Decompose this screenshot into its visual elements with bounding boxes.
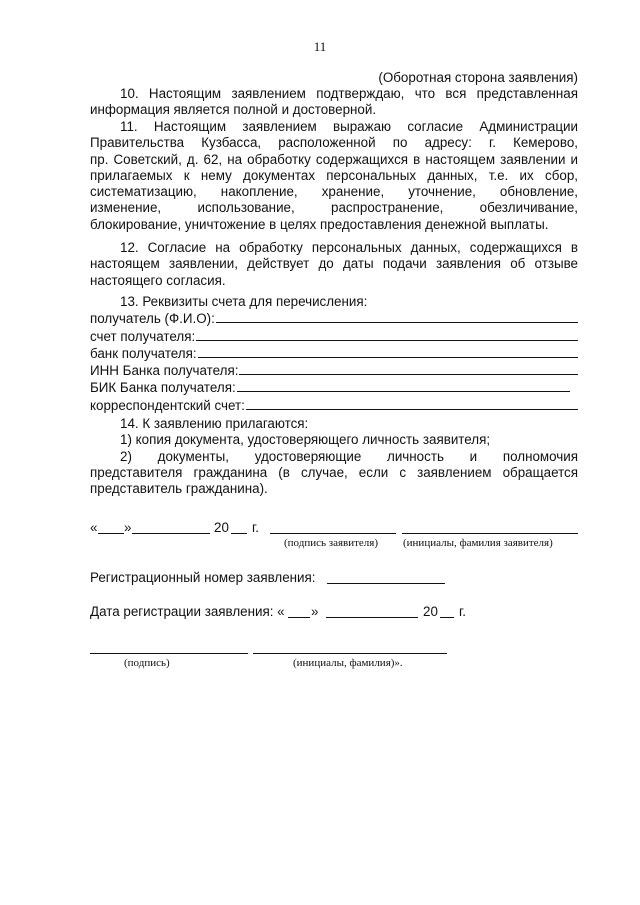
paragraph-11 [90,119,578,233]
registrar-signature-line[interactable] [90,653,248,654]
registration-date-label: Дата регистрации заявления: « [90,604,285,619]
date-open-quote: « [90,520,98,535]
year-suffix: г. [252,520,259,535]
registration-close-quote: » [311,604,319,619]
field-blank-line[interactable] [216,310,578,323]
field-recipient-name [90,310,578,327]
registration-year-prefix: 20 [423,604,438,619]
paragraph-12 [90,240,578,289]
field-bank-inn [90,362,578,379]
date-close-quote: » [124,520,132,535]
text-line: систематизацию, накопление, хранение, уточнение, обновление, [90,184,578,200]
field-label: счет получателя: [90,328,196,344]
field-blank-line[interactable] [198,345,578,358]
field-blank-line[interactable] [237,379,570,392]
text-line: блокирование, уничтожение в целях предоставления денежной выплаты. [90,216,549,232]
field-label: корреспондентский счет: [90,397,245,413]
month-blank-line[interactable] [132,533,210,534]
field-correspondent-account [90,397,578,414]
attachment-item-1: 1) копия документа, удостоверяющего личность заявителя; [120,432,491,448]
field-recipient-bank [90,345,578,362]
registration-year-line[interactable] [440,617,454,618]
registration-number-label: Регистрационный номер заявления: [90,570,316,585]
day-blank-line[interactable] [98,533,124,534]
paragraph-10 [90,86,578,119]
section-heading: 13. Реквизиты счета для перечисления: [120,294,368,309]
text-line: информация является полной и достоверной. [90,102,377,118]
field-label: получатель (Ф.И.О): [90,311,215,327]
text-line: 10. Настоящим заявлением подтверждаю, что вся представленная [120,86,578,101]
text-line: изменение, использование, распространение, обезличивание, [90,200,578,216]
registrar-signature-caption: (подпись) [124,657,170,669]
text-line: настоящем заявлении, действует до даты подачи заявления об отзыве [90,256,578,272]
paragraph-14 [90,416,578,497]
applicant-signature-line[interactable] [270,533,396,534]
text-line: 12. Согласие на обработку персональных данных, содержащихся в [120,240,578,255]
applicant-signature-caption: (подпись заявителя) [284,537,379,549]
text-line: 2) документы, удостоверяющие личность и полномочия [120,448,578,464]
field-bank-bik [90,379,578,396]
field-blank-line[interactable] [196,328,578,341]
field-label: БИК Банка получателя: [90,380,236,396]
registrar-name-line[interactable] [253,653,447,654]
text-line: представителя гражданина (в случае, если с заявлением обращается [90,464,578,480]
registration-year-suffix: г. [459,604,466,619]
field-blank-line[interactable] [246,397,578,410]
field-blank-line[interactable] [239,362,578,375]
header-note: (Оборотная сторона заявления) [378,70,578,85]
text-line: прилагаемых к нему документах персональных данных, т.е. их сбор, [90,167,578,183]
applicant-name-caption: (инициалы, фамилия заявителя) [403,537,553,549]
registration-month-line[interactable] [326,617,418,618]
year-blank-line[interactable] [231,533,247,534]
field-label: банк получателя: [90,345,197,361]
registration-day-line[interactable] [288,617,310,618]
registrar-name-caption: (инициалы, фамилия)». [293,657,403,669]
registration-number-line[interactable] [327,583,445,584]
field-label: ИНН Банка получателя: [90,363,239,379]
applicant-name-line[interactable] [402,533,578,534]
paragraph-13 [90,294,578,414]
text-line: представитель гражданина). [90,481,268,497]
field-recipient-account [90,328,578,345]
text-line: Правительства Кузбасса, расположенной по адресу: г. Кемерово, [90,135,578,151]
page-number: 11 [313,39,327,54]
year-prefix: 20 [214,520,229,535]
text-line: 11. Настоящим заявлением выражаю согласие Администрации [120,119,578,134]
text-line: пр. Советский, д. 62, на обработку содержащихся в настоящем заявлении и [90,151,578,167]
text-line: настоящего согласия. [90,272,226,288]
section-heading: 14. К заявлению прилагаются: [120,416,309,431]
